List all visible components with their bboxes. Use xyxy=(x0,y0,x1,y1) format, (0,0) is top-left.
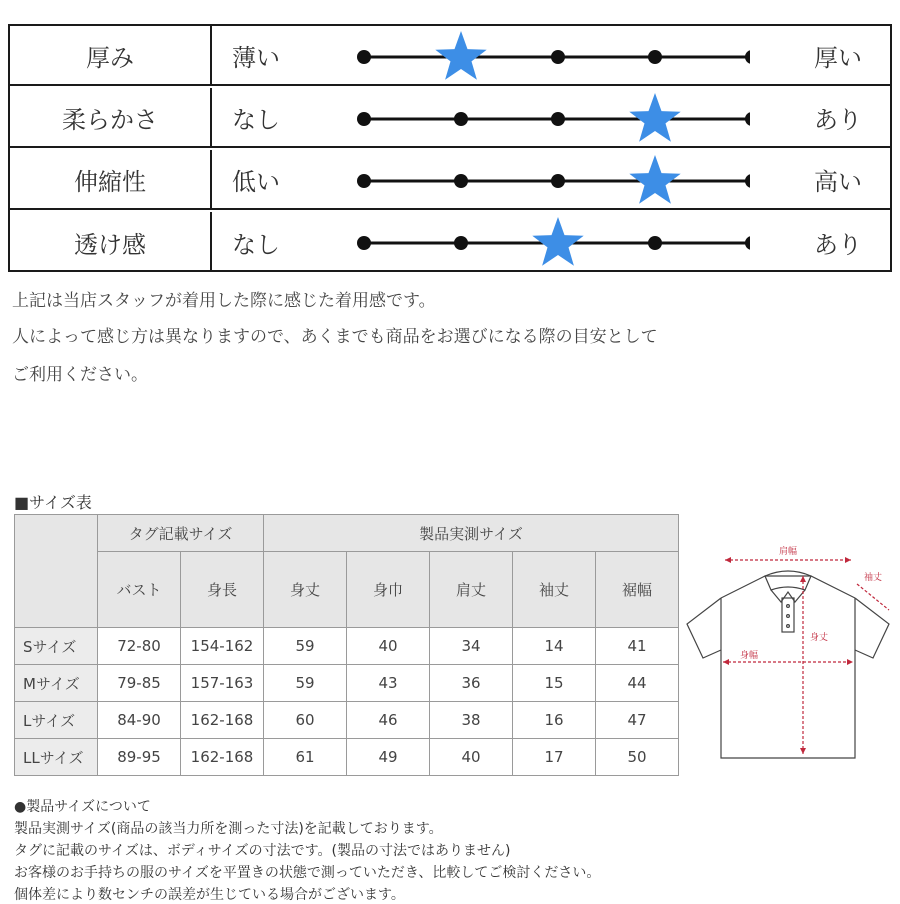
table-cell: 15 xyxy=(513,665,596,702)
rating-label: 厚み xyxy=(10,26,212,84)
column-header: 身巾 xyxy=(347,552,430,628)
table-cell: 43 xyxy=(347,665,430,702)
rating-dot xyxy=(357,236,371,250)
rating-row-sheerness xyxy=(10,212,890,272)
rating-scale xyxy=(340,150,750,210)
table-cell: 14 xyxy=(513,628,596,665)
table-cell: 61 xyxy=(264,739,347,776)
table-row xyxy=(15,702,679,739)
rating-scale xyxy=(340,212,750,272)
rating-star-icon xyxy=(435,31,486,80)
rating-dot xyxy=(551,112,565,126)
rating-dot xyxy=(551,174,565,188)
table-cell: 72-80 xyxy=(98,628,181,665)
column-header: 身丈 xyxy=(264,552,347,628)
rating-dot xyxy=(357,50,371,64)
length-label: 身丈 xyxy=(809,633,829,643)
rating-max-label: 高い xyxy=(814,167,862,196)
rating-max-label: あり xyxy=(814,230,862,259)
table-cell: 16 xyxy=(513,702,596,739)
chest-label: 身幅 xyxy=(739,651,759,661)
fabric-rating-table xyxy=(8,24,892,272)
rating-star-icon xyxy=(532,217,583,266)
rating-scale xyxy=(340,88,750,148)
table-cell: 49 xyxy=(347,739,430,776)
rating-dot xyxy=(357,112,371,126)
rating-note-line: ご利用ください。 xyxy=(12,365,148,385)
rating-label: 伸縮性 xyxy=(10,150,212,208)
rating-dot xyxy=(745,174,750,188)
sleeve-label: 袖丈 xyxy=(863,573,883,583)
rating-dot xyxy=(357,174,371,188)
size-name-cell: Lサイズ xyxy=(15,702,98,739)
rating-star-icon xyxy=(629,155,680,204)
rating-max-label: あり xyxy=(814,105,862,134)
footnote-line: 個体差により数センチの誤差が生じている場合がございます。 xyxy=(14,887,405,903)
rating-row-stretch xyxy=(10,150,890,210)
table-cell: 157-163 xyxy=(181,665,264,702)
tag-size-group-header: タグ記載サイズ xyxy=(98,515,264,552)
column-header: 裾幅 xyxy=(596,552,679,628)
column-header: 袖丈 xyxy=(513,552,596,628)
measured-size-group-header: 製品実測サイズ xyxy=(264,515,679,552)
rating-dot xyxy=(454,112,468,126)
table-cell: 36 xyxy=(430,665,513,702)
size-table xyxy=(14,514,679,776)
rating-scale xyxy=(340,26,750,86)
rating-note-line: 人によって感じ方は異なりますので、あくまでも商品をお選びになる際の目安として xyxy=(12,327,658,347)
column-header: 肩丈 xyxy=(430,552,513,628)
table-cell: 34 xyxy=(430,628,513,665)
table-cell: 38 xyxy=(430,702,513,739)
rating-row-thickness xyxy=(10,26,890,86)
table-row xyxy=(15,739,679,776)
rating-max-label: 厚い xyxy=(814,43,862,72)
table-cell: 40 xyxy=(347,628,430,665)
column-header: 身長 xyxy=(181,552,264,628)
table-cell: 50 xyxy=(596,739,679,776)
rating-dot xyxy=(454,174,468,188)
table-cell: 84-90 xyxy=(98,702,181,739)
table-cell: 40 xyxy=(430,739,513,776)
rating-min-label: なし xyxy=(232,105,280,134)
table-cell: 44 xyxy=(596,665,679,702)
footnote-heading: ●製品サイズについて xyxy=(14,799,151,815)
footnote-line: お客様のお手持ちの服のサイズを平置きの状態で測っていただき、比較してご検討ください。 xyxy=(14,865,601,881)
table-cell: 41 xyxy=(596,628,679,665)
rating-dot xyxy=(551,50,565,64)
rating-note-line: 上記は当店スタッフが着用した際に感じた着用感です。 xyxy=(12,291,436,311)
table-cell: 162-168 xyxy=(181,739,264,776)
shoulder-label: 肩幅 xyxy=(778,547,798,557)
rating-dot xyxy=(745,112,750,126)
rating-min-label: なし xyxy=(232,230,280,259)
table-cell: 162-168 xyxy=(181,702,264,739)
rating-min-label: 薄い xyxy=(232,43,280,72)
polo-shirt-measurement-diagram xyxy=(683,540,893,780)
rating-dot xyxy=(648,50,662,64)
shirt-outline xyxy=(687,571,889,758)
table-cell: 59 xyxy=(264,628,347,665)
rating-min-label: 低い xyxy=(232,167,280,196)
table-cell: 154-162 xyxy=(181,628,264,665)
rating-dot xyxy=(454,236,468,250)
table-cell: 17 xyxy=(513,739,596,776)
rating-row-softness xyxy=(10,88,890,148)
rating-dot xyxy=(745,50,750,64)
rating-label: 柔らかさ xyxy=(10,88,212,146)
rating-dot xyxy=(648,236,662,250)
size-name-cell: Mサイズ xyxy=(15,665,98,702)
size-name-cell: Sサイズ xyxy=(15,628,98,665)
column-header: バスト xyxy=(98,552,181,628)
table-row xyxy=(15,665,679,702)
rating-label: 透け感 xyxy=(10,212,212,272)
table-cell: 59 xyxy=(264,665,347,702)
table-cell: 89-95 xyxy=(98,739,181,776)
table-cell: 47 xyxy=(596,702,679,739)
footnote-line: タグに記載のサイズは、ボディサイズの寸法です。(製品の寸法ではありません) xyxy=(14,843,511,859)
table-cell: 60 xyxy=(264,702,347,739)
rating-star-icon xyxy=(629,93,680,142)
size-name-cell: LLサイズ xyxy=(15,739,98,776)
table-cell: 79-85 xyxy=(98,665,181,702)
footnote-line: 製品実測サイズ(商品の該当力所を測った寸法)を記載しております。 xyxy=(14,821,443,837)
rating-dot xyxy=(745,236,750,250)
table-cell: 46 xyxy=(347,702,430,739)
size-table-title: ■サイズ表 xyxy=(14,493,92,512)
table-row xyxy=(15,628,679,665)
corner-cell xyxy=(15,515,98,628)
